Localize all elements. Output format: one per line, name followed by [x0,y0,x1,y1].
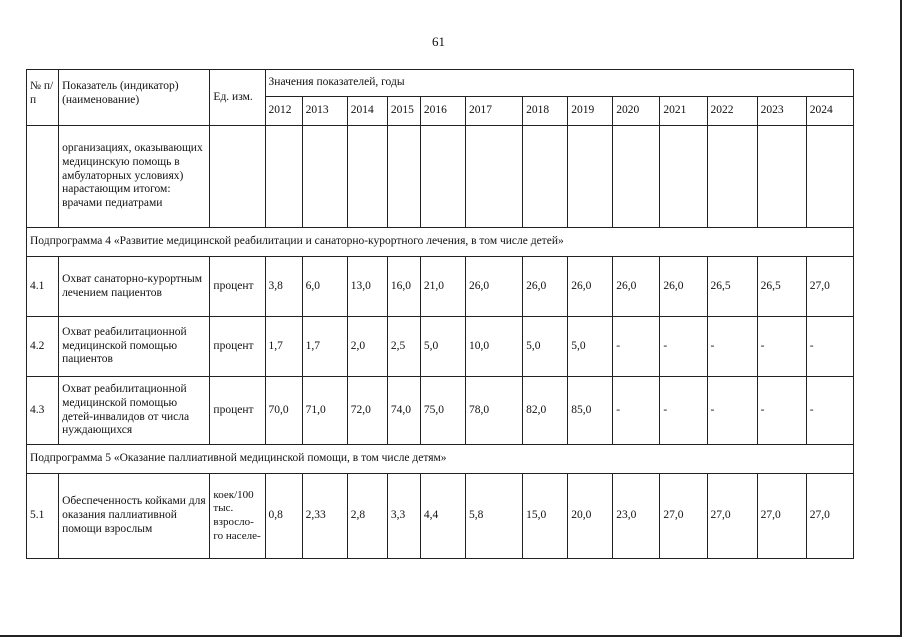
value-cell: 2,5 [387,317,420,377]
value-cell [568,126,613,228]
value-cell: 10,0 [465,317,522,377]
value-cell: 27,0 [806,474,853,559]
year-header-cell: 2016 [420,97,465,126]
table-row [27,257,854,317]
value-cell: - [806,377,853,445]
subprogram-title-row [27,228,854,257]
value-cell: 27,0 [660,474,707,559]
value-cell: - [707,377,757,445]
value-cell: 26,0 [613,257,660,317]
value-cell: - [613,377,660,445]
subprogram-title: Подпрограмма 5 «Оказание паллиативной медицинской помощи, в том числе детям» [27,445,854,474]
value-cell [707,126,757,228]
subprogram-title-row [27,445,854,474]
value-cell: 3,8 [265,257,302,317]
value-cell: 27,0 [757,474,806,559]
year-header-cell: 2014 [347,97,387,126]
value-cell [265,126,302,228]
row-number-cell: 4.3 [27,377,59,445]
indicator-header: Показатель (индикатор) (наименование) [59,70,210,126]
value-cell: 71,0 [302,377,347,445]
row-number-cell: 4.1 [27,257,59,317]
value-cell: 15,0 [523,474,568,559]
table-row [27,317,854,377]
continuation-row [27,126,854,228]
value-cell: 20,0 [568,474,613,559]
year-header-cell: 2015 [387,97,420,126]
value-cell [302,126,347,228]
value-cell: - [806,317,853,377]
indicator-cell: Обеспеченность койками для оказания паллиативной помощи взрослым [59,474,210,559]
year-header-cell: 2024 [806,97,853,126]
year-header-cell: 2013 [302,97,347,126]
value-cell: 2,33 [302,474,347,559]
indicator-cell: Охват реабилитационной медицинской помощью детей-инвалидов от числа нуждающихся [59,377,210,445]
unit-cell: коек/100 тыс. взросло-го населе- [210,474,265,559]
year-header-cell: 2022 [707,97,757,126]
value-cell [465,126,522,228]
value-cell: 72,0 [347,377,387,445]
value-cell: - [757,377,806,445]
value-cell: 85,0 [568,377,613,445]
subprogram-title: Подпрограмма 4 «Развитие медицинской реабилитации и санаторно-курортного лечения, в том числе детей» [27,228,854,257]
value-cell: 0,8 [265,474,302,559]
indicator-cell: организациях, оказывающих медицинскую помощь в амбулаторных условиях) нарастающим итогом: врачами педиатрами [59,126,210,228]
row-number-cell: 5.1 [27,474,59,559]
row-number-cell: 4.2 [27,317,59,377]
value-cell: 26,0 [660,257,707,317]
value-cell: 23,0 [613,474,660,559]
year-header-cell: 2017 [465,97,522,126]
value-cell: 75,0 [420,377,465,445]
value-cell [613,126,660,228]
value-cell: 16,0 [387,257,420,317]
indicators-table [26,69,854,559]
unit-header: Ед. изм. [210,70,265,126]
value-cell: 21,0 [420,257,465,317]
value-cell: 1,7 [265,317,302,377]
value-cell: 5,0 [568,317,613,377]
value-cell: 82,0 [523,377,568,445]
value-cell: 27,0 [806,257,853,317]
value-cell: 3,3 [387,474,420,559]
value-cell: 70,0 [265,377,302,445]
num-header: № п/п [27,70,59,126]
value-cell: 26,5 [757,257,806,317]
value-cell: 5,0 [523,317,568,377]
value-cell: 13,0 [347,257,387,317]
value-cell: - [660,317,707,377]
year-header-cell: 2018 [523,97,568,126]
year-header-cell: 2020 [613,97,660,126]
value-cell: 6,0 [302,257,347,317]
value-cell: 4,4 [420,474,465,559]
value-cell: 5,0 [420,317,465,377]
value-cell [420,126,465,228]
unit-cell: процент [210,257,265,317]
unit-cell: процент [210,377,265,445]
value-cell: 2,8 [347,474,387,559]
value-cell: 5,8 [465,474,522,559]
page-number: 61 [432,34,445,49]
value-cell: - [707,317,757,377]
value-cell: 1,7 [302,317,347,377]
year-header-cell: 2021 [660,97,707,126]
table-body [27,126,854,559]
value-cell [757,126,806,228]
value-cell [387,126,420,228]
unit-cell: процент [210,317,265,377]
value-cell: 2,0 [347,317,387,377]
unit-cell [210,126,265,228]
value-cell: 74,0 [387,377,420,445]
value-cell [806,126,853,228]
value-cell: - [757,317,806,377]
year-header-cell: 2012 [265,97,302,126]
value-cell [660,126,707,228]
year-header-cell: 2019 [568,97,613,126]
value-cell [347,126,387,228]
value-cell: - [660,377,707,445]
table-row [27,377,854,445]
value-cell [523,126,568,228]
table-row [27,474,854,559]
values-header: Значения показателей, годы [265,70,853,97]
indicator-cell: Охват реабилитационной медицинской помощью пациентов [59,317,210,377]
value-cell: 26,0 [465,257,522,317]
row-number-cell [27,126,59,228]
value-cell: 26,0 [523,257,568,317]
value-cell: 26,5 [707,257,757,317]
year-header-cell: 2023 [757,97,806,126]
indicator-cell: Охват санаторно-курортным лечением пациентов [59,257,210,317]
value-cell: 27,0 [707,474,757,559]
value-cell: 26,0 [568,257,613,317]
header-row-1 [27,70,854,97]
value-cell: - [613,317,660,377]
value-cell: 78,0 [465,377,522,445]
